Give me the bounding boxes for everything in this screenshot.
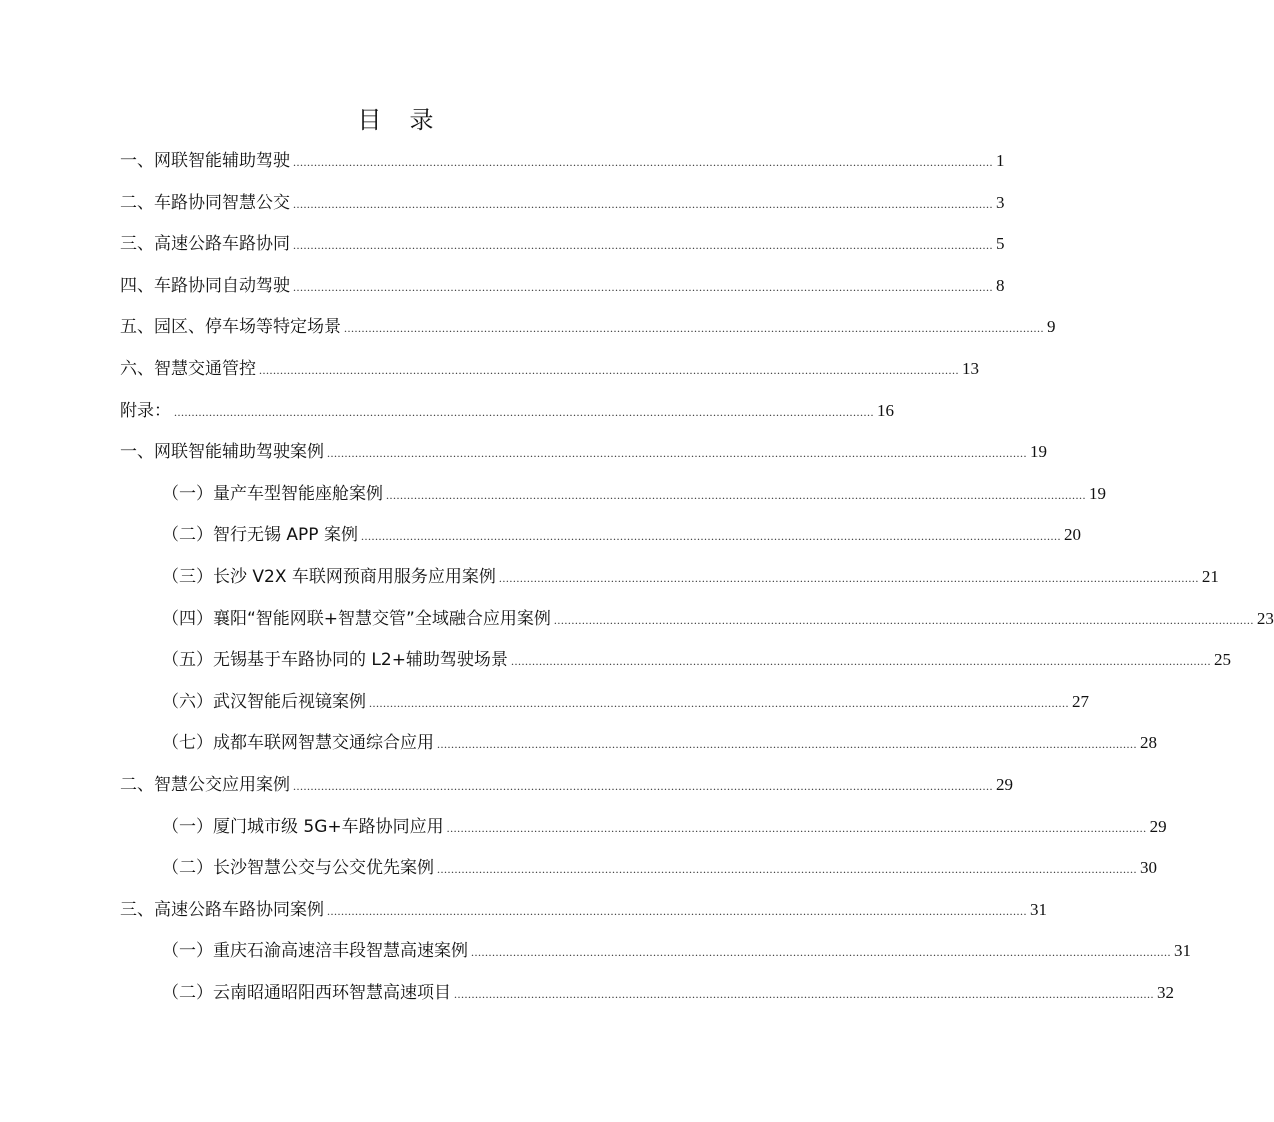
toc-entry-label: （六）武汉智能后视镜案例 xyxy=(162,691,366,712)
toc-dot-leader: ........................................................................................................................................................................................................ xyxy=(446,820,1147,835)
toc-entry-label: 附录： xyxy=(120,400,171,421)
toc-entry-page-number: 31 xyxy=(1030,899,1047,919)
toc-entry[interactable] xyxy=(162,938,1191,964)
toc-entry-page-number: 9 xyxy=(1047,317,1056,337)
toc-entry-label: （三）长沙 V2X 车联网预商用服务应用案例 xyxy=(162,567,496,587)
toc-entry[interactable] xyxy=(162,481,1106,507)
toc-entry-label: 三、高速公路车路协同案例 xyxy=(120,899,324,920)
toc-entry-label: （五）无锡基于车路协同的 L2+辅助驾驶场景 xyxy=(162,650,508,671)
toc-entry-label: （一）量产车型智能座舱案例 xyxy=(162,483,383,504)
toc-entry-label: （二）云南昭通昭阳西环智慧高速项目 xyxy=(162,983,451,1003)
toc-entry-page-number: 3 xyxy=(996,192,1005,212)
toc-entry-page-number: 30 xyxy=(1140,858,1157,878)
toc-entry-label: 六、智慧交通管控 xyxy=(120,359,256,379)
toc-dot-leader: ........................................................................................................................................................................................................ xyxy=(327,903,1027,918)
toc-entry[interactable] xyxy=(162,689,1089,715)
toc-dot-leader: ........................................................................................................................................................................................................ xyxy=(471,945,1171,960)
toc-dot-leader: ........................................................................................................................................................................................................ xyxy=(454,987,1154,1001)
toc-entry[interactable] xyxy=(162,980,1174,1006)
toc-entry-page-number: 31 xyxy=(1174,941,1191,961)
toc-dot-leader: ........................................................................................................................................................................................................ xyxy=(437,862,1137,877)
toc-entry-page-number: 16 xyxy=(877,400,894,420)
toc-dot-leader: ........................................................................................................................................................................................................ xyxy=(293,779,993,793)
toc-entry[interactable] xyxy=(120,314,1056,340)
toc-dot-leader: ........................................................................................................................................................................................................ xyxy=(360,529,1061,544)
toc-entry[interactable] xyxy=(162,606,1274,632)
toc-dot-leader: ........................................................................................................................................................................................................ xyxy=(510,654,1211,669)
toc-entry-label: 二、智慧公交应用案例 xyxy=(120,775,290,795)
toc-entry-page-number: 19 xyxy=(1030,442,1047,462)
toc-entry-label: 五、园区、停车场等特定场景 xyxy=(120,317,341,338)
toc-dot-leader: ........................................................................................................................................................................................................ xyxy=(174,404,874,419)
toc-dot-leader: ........................................................................................................................................................................................................ xyxy=(498,571,1199,585)
toc-entry[interactable] xyxy=(162,814,1167,840)
toc-entry[interactable] xyxy=(120,897,1047,923)
toc-entry[interactable] xyxy=(120,398,894,424)
toc-entry-label: （七）成都车联网智慧交通综合应用 xyxy=(162,733,434,754)
toc-dot-leader: ........................................................................................................................................................................................................ xyxy=(327,446,1027,461)
toc-entry[interactable] xyxy=(120,356,979,382)
toc-entry-label: 一、网联智能辅助驾驶 xyxy=(120,151,290,171)
toc-entry-page-number: 13 xyxy=(962,359,979,378)
toc-entry-page-number: 29 xyxy=(996,775,1013,794)
toc-entry-page-number: 28 xyxy=(1140,733,1157,753)
toc-entry-page-number: 27 xyxy=(1072,691,1089,711)
toc-dot-leader: ........................................................................................................................................................................................................ xyxy=(386,487,1086,502)
toc-entry-page-number: 1 xyxy=(996,151,1005,170)
toc-entry-page-number: 8 xyxy=(996,275,1005,295)
toc-dot-leader: ........................................................................................................................................................................................................ xyxy=(259,363,959,377)
toc-entry-page-number: 23 xyxy=(1256,608,1274,628)
toc-entry[interactable] xyxy=(120,772,1013,798)
toc-entry-label: 一、网联智能辅助驾驶案例 xyxy=(120,442,324,463)
toc-entry[interactable] xyxy=(162,522,1081,548)
toc-entry[interactable] xyxy=(120,439,1047,465)
toc-title: 目 录 xyxy=(357,106,436,134)
toc-entry-label: （二）智行无锡 APP 案例 xyxy=(162,525,358,546)
toc-dot-leader: ........................................................................................................................................................................................................ xyxy=(293,238,993,253)
toc-entry-label: （四）襄阳“智能网联+智慧交管”全域融合应用案例 xyxy=(162,608,551,629)
toc-entry-label: （一）重庆石渝高速涪丰段智慧高速案例 xyxy=(162,941,468,962)
toc-entry-page-number: 25 xyxy=(1213,650,1231,670)
toc-dot-leader: ........................................................................................................................................................................................................ xyxy=(369,695,1069,710)
toc-dot-leader: ........................................................................................................................................................................................................ xyxy=(293,196,993,211)
toc-dot-leader: ........................................................................................................................................................................................................ xyxy=(553,612,1254,627)
toc-dot-leader: ........................................................................................................................................................................................................ xyxy=(293,155,993,169)
toc-entry[interactable] xyxy=(120,148,1005,174)
toc-entry[interactable] xyxy=(120,231,1005,257)
toc-entry-page-number: 20 xyxy=(1063,525,1081,545)
toc-dot-leader: ........................................................................................................................................................................................................ xyxy=(293,279,993,294)
toc-entry-page-number: 32 xyxy=(1157,983,1174,1002)
toc-entry-label: 二、车路协同智慧公交 xyxy=(120,192,290,213)
toc-entry[interactable] xyxy=(120,190,1005,216)
toc-dot-leader: ........................................................................................................................................................................................................ xyxy=(344,321,1044,336)
toc-entry[interactable] xyxy=(162,564,1219,590)
toc-entry-page-number: 21 xyxy=(1201,567,1219,586)
toc-entry-page-number: 29 xyxy=(1149,816,1167,836)
toc-entry-label: 三、高速公路车路协同 xyxy=(120,234,290,255)
toc-entry[interactable] xyxy=(120,273,1005,299)
toc-entry-label: （二）长沙智慧公交与公交优先案例 xyxy=(162,858,434,879)
toc-dot-leader: ........................................................................................................................................................................................................ xyxy=(437,737,1137,752)
toc-entry[interactable] xyxy=(162,855,1157,881)
toc-entry[interactable] xyxy=(162,730,1157,756)
toc-entry-page-number: 19 xyxy=(1089,483,1106,503)
toc-entry-label: 四、车路协同自动驾驶 xyxy=(120,275,290,296)
toc-entry-label: （一）厦门城市级 5G+车路协同应用 xyxy=(162,816,444,837)
toc-entry[interactable] xyxy=(162,647,1231,673)
toc-entry-page-number: 5 xyxy=(996,234,1005,254)
